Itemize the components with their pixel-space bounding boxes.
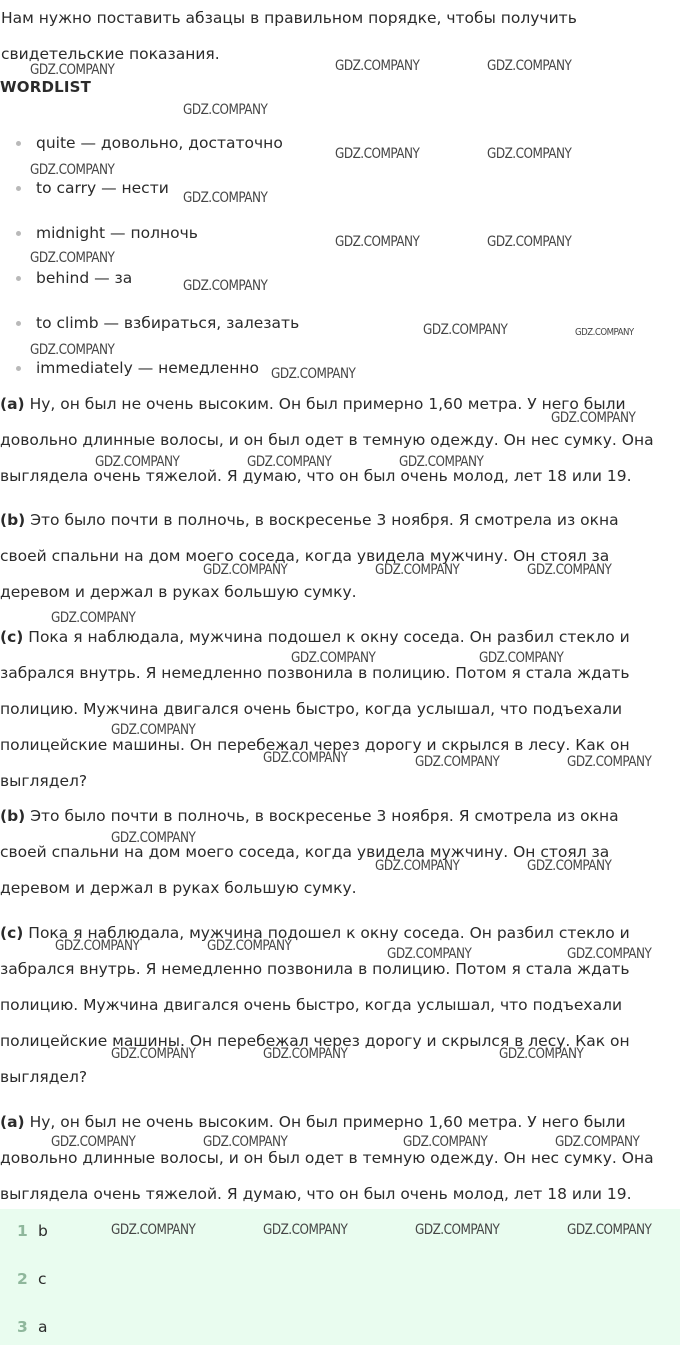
paragraph-line: выглядел?	[0, 1068, 88, 1086]
wordlist-item-text: midnight — полночь	[36, 224, 198, 242]
watermark: GDZ.COMPANY	[567, 946, 652, 962]
wordlist-item-text: to carry — нести	[36, 179, 169, 197]
paragraph-a-2	[0, 1104, 678, 1212]
paragraph-line: выглядела очень тяжелой. Я думаю, что он был очень молод, лет 18 или 19.	[0, 1185, 632, 1203]
answer-value: b	[38, 1222, 48, 1240]
watermark: GDZ.COMPANY	[207, 938, 292, 954]
paragraph-line: полицию. Мужчина двигался очень быстро, когда услышал, что подъехали	[0, 700, 623, 718]
watermark: GDZ.COMPANY	[30, 342, 115, 358]
watermark: GDZ.COMPANY	[499, 1046, 584, 1062]
paragraph-line: Пока я наблюдала, мужчина подошел к окну соседа. Он разбил стекло и	[28, 924, 630, 942]
paragraph-line: деревом и держал в руках большую сумку.	[0, 583, 357, 601]
paragraph-line: забрался внутрь. Я немедленно позвонила в полицию. Потом я стала ждать	[0, 960, 630, 978]
watermark: GDZ.COMPANY	[271, 366, 356, 382]
bullet-icon	[16, 366, 21, 371]
paragraph-line: полицейские машины. Он перебежал через дорогу и скрылся в лесу. Как он	[0, 736, 630, 754]
paragraph-line: Ну, он был не очень высоким. Он был примерно 1,60 метра. У него были	[29, 395, 626, 413]
watermark: GDZ.COMPANY	[335, 146, 420, 162]
paragraph-label: (a)	[0, 1113, 25, 1131]
paragraph-line: Это было почти в полночь, в воскресенье 3 ноября. Я смотрела из окна	[30, 511, 619, 529]
watermark: GDZ.COMPANY	[335, 58, 420, 74]
watermark: GDZ.COMPANY	[527, 858, 612, 874]
watermark: GDZ.COMPANY	[30, 62, 115, 78]
watermark: GDZ.COMPANY	[415, 754, 500, 770]
paragraph-line: Пока я наблюдала, мужчина подошел к окну соседа. Он разбил стекло и	[28, 628, 630, 646]
wordlist-item-text: to climb — взбираться, залезать	[36, 314, 300, 332]
watermark: GDZ.COMPANY	[55, 938, 140, 954]
watermark: GDZ.COMPANY	[375, 858, 460, 874]
watermark: GDZ.COMPANY	[51, 610, 136, 626]
watermark: GDZ.COMPANY	[375, 562, 460, 578]
paragraph-a	[0, 386, 678, 494]
watermark: GDZ.COMPANY	[263, 750, 348, 766]
watermark: GDZ.COMPANY	[567, 1222, 652, 1238]
watermark: GDZ.COMPANY	[51, 1134, 136, 1150]
watermark: GDZ.COMPANY	[551, 410, 636, 426]
paragraph-b-2	[0, 798, 678, 906]
watermark: GDZ.COMPANY	[203, 562, 288, 578]
paragraph-line: выглядел?	[0, 772, 88, 790]
paragraph-label: (c)	[0, 628, 24, 646]
watermark: GDZ.COMPANY	[479, 650, 564, 666]
paragraph-line: довольно длинные волосы, и он был одет в темную одежду. Он нес сумку. Она	[0, 431, 654, 449]
bullet-icon	[16, 186, 21, 191]
watermark: GDZ.COMPANY	[399, 454, 484, 470]
watermark: GDZ.COMPANY	[487, 146, 572, 162]
wordlist-item-text: behind — за	[36, 269, 133, 287]
watermark: GDZ.COMPANY	[487, 58, 572, 74]
wordlist-title: WORDLIST	[0, 78, 92, 96]
watermark: GDZ.COMPANY	[567, 754, 652, 770]
bullet-icon	[16, 276, 21, 281]
watermark: GDZ.COMPANY	[263, 1222, 348, 1238]
watermark: GDZ.COMPANY	[387, 946, 472, 962]
watermark: GDZ.COMPANY	[183, 190, 268, 206]
watermark: GDZ.COMPANY	[111, 1046, 196, 1062]
watermark: GDZ.COMPANY	[183, 102, 268, 118]
bullet-icon	[16, 321, 21, 326]
paragraph-line: выглядела очень тяжелой. Я думаю, что он был очень молод, лет 18 или 19.	[0, 467, 632, 485]
watermark: GDZ.COMPANY	[111, 830, 196, 846]
intro-line-1: Нам нужно поставить абзацы в правильном порядке, чтобы получить	[1, 9, 577, 27]
paragraph-line: Это было почти в полночь, в воскресенье 3 ноября. Я смотрела из окна	[30, 807, 619, 825]
watermark: GDZ.COMPANY	[111, 1222, 196, 1238]
paragraph-line: деревом и держал в руках большую сумку.	[0, 879, 357, 897]
paragraph-b	[0, 502, 678, 610]
watermark: GDZ.COMPANY	[423, 322, 508, 338]
paragraph-line: забрался внутрь. Я немедленно позвонила в полицию. Потом я стала ждать	[0, 664, 630, 682]
answer-value: a	[38, 1318, 48, 1336]
answer-number: 1	[17, 1222, 28, 1240]
paragraph-line: полицейские машины. Он перебежал через дорогу и скрылся в лесу. Как он	[0, 1032, 630, 1050]
paragraph-line: Ну, он был не очень высоким. Он был примерно 1,60 метра. У него были	[29, 1113, 626, 1131]
watermark: GDZ.COMPANY	[415, 1222, 500, 1238]
watermark: GDZ.COMPANY	[335, 234, 420, 250]
watermark: GDZ.COMPANY	[95, 454, 180, 470]
watermark: GDZ.COMPANY	[487, 234, 572, 250]
wordlist-item-text: immediately — немедленно	[36, 359, 259, 377]
paragraph-label: (c)	[0, 924, 24, 942]
watermark: GDZ.COMPANY	[30, 250, 115, 266]
answer-number: 2	[17, 1270, 28, 1288]
paragraph-line: своей спальни на дом моего соседа, когда увидела мужчину. Он стоял за	[0, 547, 610, 565]
paragraph-c	[0, 619, 678, 799]
wordlist-item-text: quite — довольно, достаточно	[36, 134, 283, 152]
bullet-icon	[16, 141, 21, 146]
answer-value: c	[38, 1270, 47, 1288]
watermark: GDZ.COMPANY	[247, 454, 332, 470]
watermark: GDZ.COMPANY	[291, 650, 376, 666]
watermark: GDZ.COMPANY	[403, 1134, 488, 1150]
intro-line-2: свидетельские показания.	[1, 45, 220, 63]
watermark: GDZ.COMPANY	[183, 278, 268, 294]
watermark: GDZ.COMPANY	[111, 722, 196, 738]
paragraph-label: (a)	[0, 395, 25, 413]
paragraph-line: довольно длинные волосы, и он был одет в темную одежду. Он нес сумку. Она	[0, 1149, 654, 1167]
watermark: GDZ.COMPANY	[527, 562, 612, 578]
paragraph-line: своей спальни на дом моего соседа, когда увидела мужчину. Он стоял за	[0, 843, 610, 861]
answer-number: 3	[17, 1318, 28, 1336]
paragraph-line: полицию. Мужчина двигался очень быстро, когда услышал, что подъехали	[0, 996, 623, 1014]
paragraph-label: (b)	[0, 511, 26, 529]
watermark: GDZ.COMPANY	[575, 327, 634, 338]
paragraph-label: (b)	[0, 807, 26, 825]
watermark: GDZ.COMPANY	[30, 162, 115, 178]
bullet-icon	[16, 231, 21, 236]
watermark: GDZ.COMPANY	[203, 1134, 288, 1150]
watermark: GDZ.COMPANY	[263, 1046, 348, 1062]
watermark: GDZ.COMPANY	[555, 1134, 640, 1150]
